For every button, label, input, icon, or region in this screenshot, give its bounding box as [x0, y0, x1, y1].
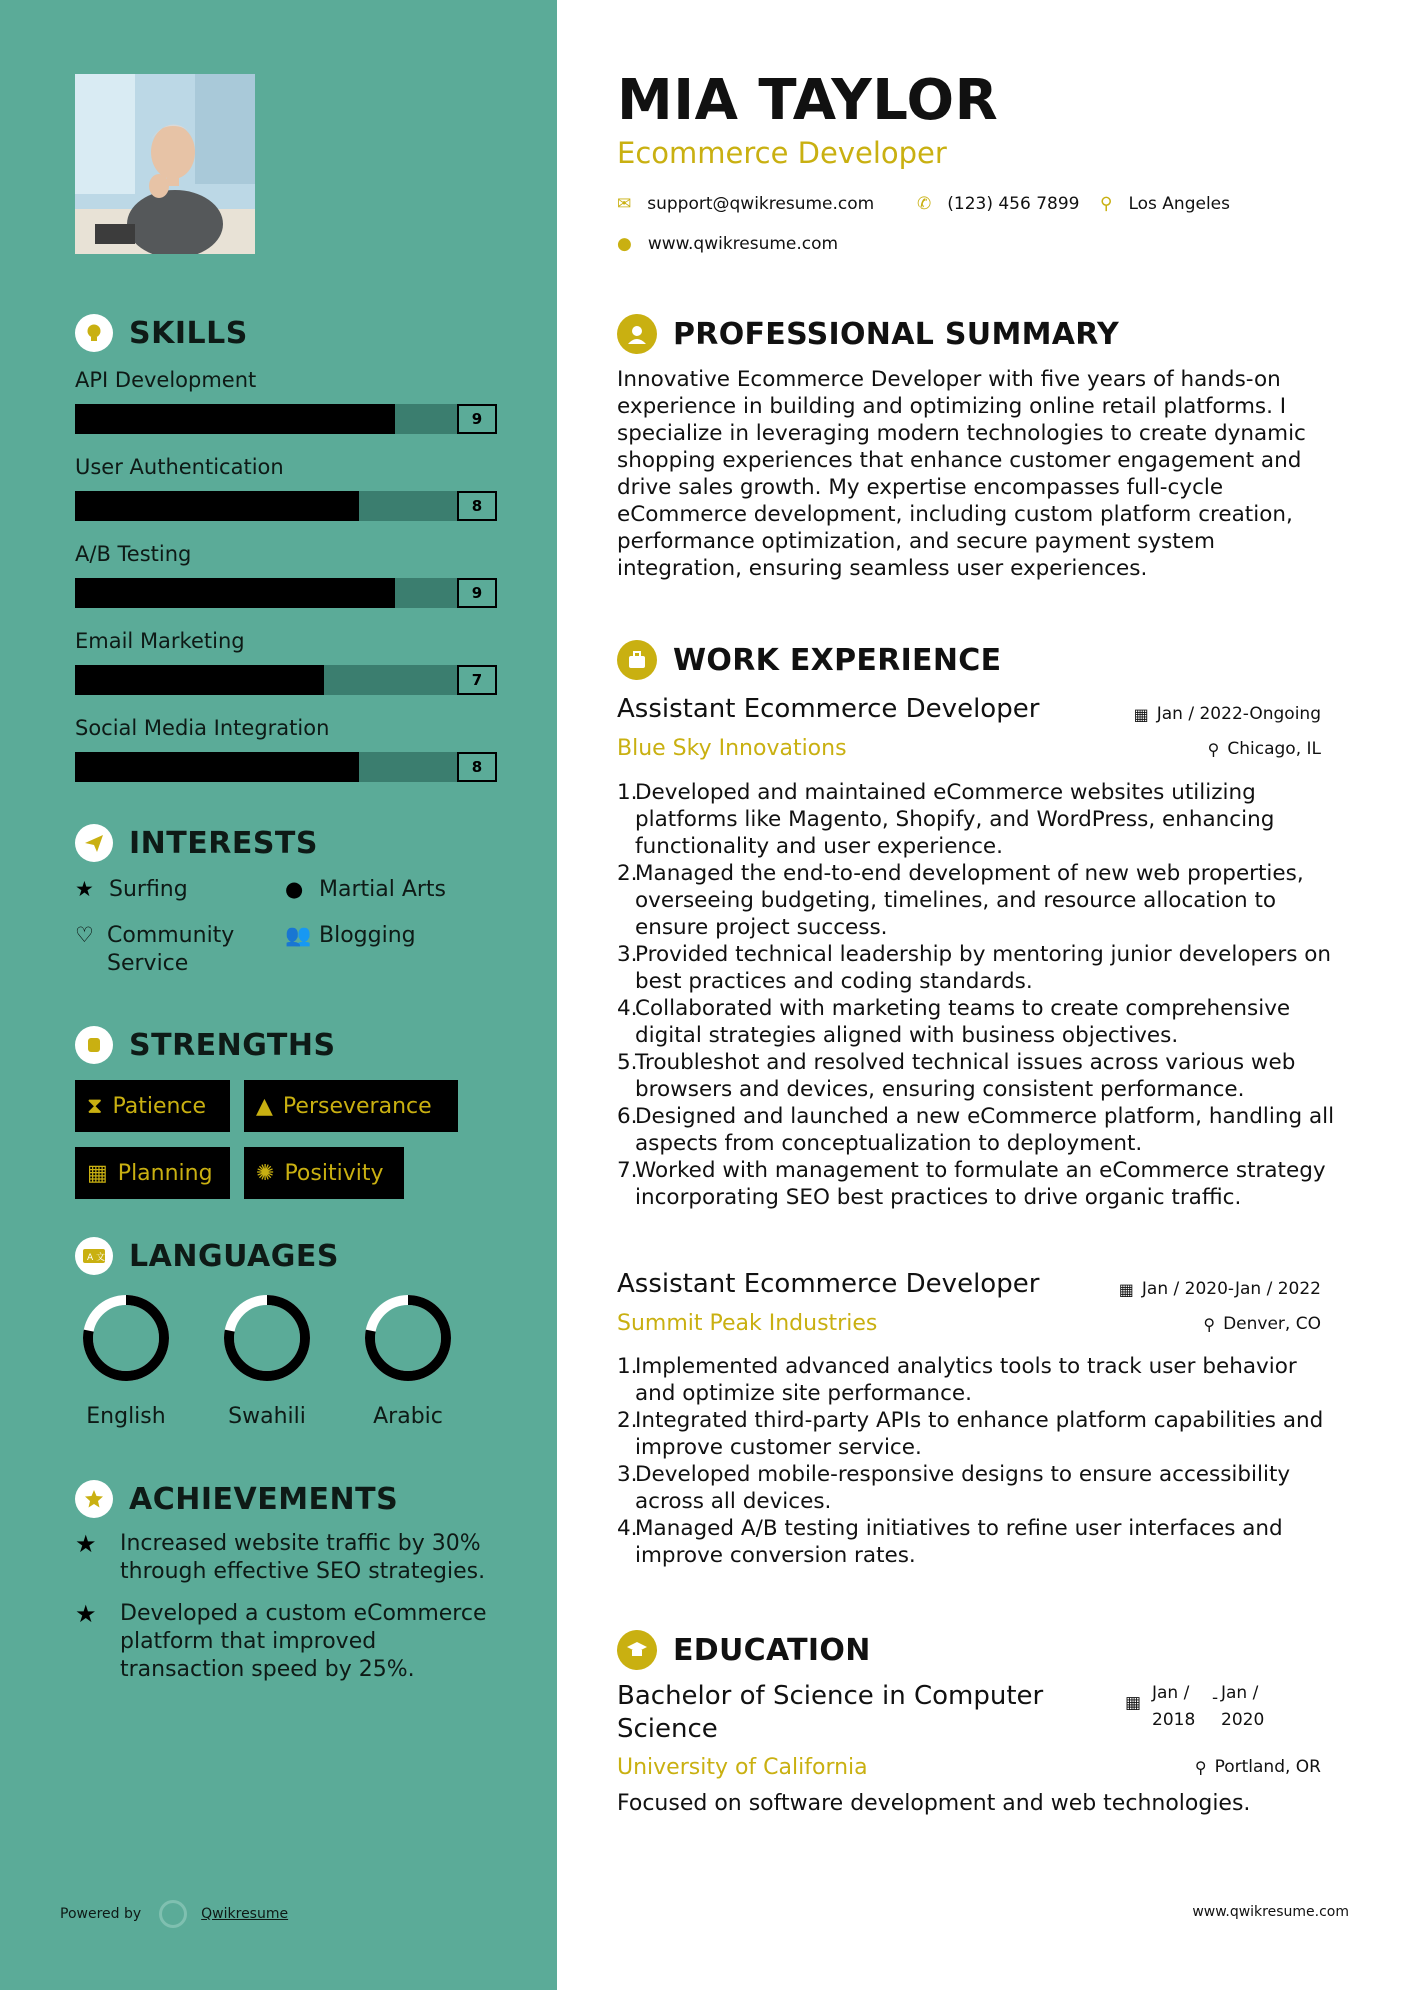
job-location: ⚲ Denver, CO	[1203, 1314, 1321, 1334]
bullet-number: 1.	[617, 780, 638, 805]
job-bullet-item	[617, 779, 1337, 860]
skill-level-fill	[75, 404, 395, 434]
education-school: University of California	[617, 1755, 868, 1780]
education-date-end: Jan / 2020	[1221, 1683, 1265, 1730]
bullet-text: Troubleshot and resolved technical issues across various web browsers and devices, ensuring consistent performance.	[635, 1050, 1296, 1102]
qwikresume-link[interactable]: Qwikresume	[201, 1906, 289, 1922]
education-degree: Bachelor of Science in Computer Science	[617, 1681, 1044, 1744]
envelope-icon: ✉	[617, 194, 632, 214]
skill-level-fill	[75, 491, 359, 521]
bullet-number: 5.	[617, 1050, 638, 1075]
strengths-title: STRENGTHS	[129, 1027, 336, 1063]
bullet-number: 3.	[617, 942, 638, 967]
job-bullet-item	[617, 941, 1337, 995]
job-bullet-item	[617, 1515, 1337, 1569]
bullet-number: 2.	[617, 861, 638, 886]
lightbulb-icon	[75, 314, 113, 352]
hourglass-icon: ⧗	[87, 1093, 103, 1119]
bullet-text: Managed A/B testing initiatives to refine user interfaces and improve conversion rates.	[635, 1516, 1283, 1568]
phone-icon: ✆	[917, 194, 932, 214]
bullet-number: 7.	[617, 1158, 638, 1183]
skill-level-number: 7	[457, 665, 497, 695]
strength-badge-patience: ⧗ Patience	[75, 1080, 230, 1132]
job-bullet-item	[617, 860, 1337, 941]
job-bullet-item	[617, 1157, 1337, 1211]
globe-icon: ●	[617, 234, 632, 254]
bullet-text: Developed and maintained eCommerce websites utilizing platforms like Magento, Shopify, and WordPress, enhancing functionality and user experience.	[635, 780, 1275, 859]
job-dates: ▦ Jan / 2020-Jan / 2022	[1118, 1279, 1321, 1299]
achievement-item: ★ Developed a custom eCommerce platform that improved transaction speed by 25%.	[75, 1600, 487, 1682]
job-location: ⚲ Chicago, IL	[1207, 739, 1321, 759]
job-title: Assistant Ecommerce Developer	[617, 694, 1040, 724]
calendar-icon: ▦	[1118, 1279, 1134, 1299]
candidate-name: MIA TAYLOR	[617, 68, 999, 133]
skill-level-number: 9	[457, 404, 497, 434]
experience-title: WORK EXPERIENCE	[673, 642, 1002, 678]
bullet-number: 3.	[617, 1462, 638, 1487]
skill-level-bar	[75, 665, 497, 695]
bullet-number: 2.	[617, 1408, 638, 1433]
hands-icon: ♡	[75, 923, 94, 947]
skill-name: User Authentication	[75, 455, 284, 479]
job-bullet-item	[617, 995, 1337, 1049]
contact-location: ⚲ Los Angeles	[1100, 194, 1230, 214]
pushpin-icon: ⚲	[1194, 1757, 1207, 1777]
contact-email[interactable]: ✉ support@qwikresume.com	[617, 194, 875, 214]
skill-level-number: 8	[457, 491, 497, 521]
candidate-role: Ecommerce Developer	[617, 136, 947, 170]
strength-badge-perseverance: ▲ Perseverance	[244, 1080, 458, 1132]
trophy-star-icon	[75, 1480, 113, 1518]
globe-icon: ●	[285, 877, 304, 901]
skill-level-bar	[75, 752, 497, 782]
languages-heading	[75, 1237, 339, 1275]
mountain-icon: ▲	[256, 1093, 273, 1119]
education-heading	[617, 1630, 871, 1670]
translate-icon	[75, 1237, 113, 1275]
fist-icon	[75, 1026, 113, 1064]
skill-level-fill	[75, 578, 395, 608]
interests-title: INTERESTS	[129, 825, 318, 861]
star-icon: ★	[75, 877, 94, 901]
profile-photo	[75, 74, 255, 254]
interest-item-community-service: ♡ Community Service	[75, 923, 235, 976]
language-ring	[221, 1292, 313, 1384]
bullet-text: Collaborated with marketing teams to create comprehensive digital strategies aligned with business objectives.	[635, 996, 1291, 1048]
language-name: Arabic	[373, 1404, 443, 1429]
experience-heading	[617, 640, 1001, 680]
graduate-icon	[617, 1630, 657, 1670]
skill-name: Email Marketing	[75, 629, 245, 653]
education-description: Focused on software development and web technologies.	[617, 1791, 1251, 1816]
paper-plane-icon	[75, 824, 113, 862]
language-ring	[362, 1292, 454, 1384]
powered-by: Powered by Qwikresume	[60, 1900, 288, 1928]
job-bullets	[617, 1353, 1337, 1569]
languages-title: LANGUAGES	[129, 1238, 339, 1274]
interest-item-martial-arts: ● Martial Arts	[285, 877, 447, 902]
interest-item-blogging: 👥 Blogging	[285, 923, 416, 948]
bullet-text: Developed mobile-responsive designs to ensure accessibility across all devices.	[635, 1462, 1291, 1514]
job-bullet-item	[617, 1353, 1337, 1407]
pushpin-icon: ⚲	[1207, 739, 1220, 759]
interests-heading	[75, 824, 318, 862]
job-company: Summit Peak Industries	[617, 1311, 878, 1336]
svg-text:文: 文	[96, 1253, 106, 1263]
achievements-heading	[75, 1480, 398, 1518]
education-date-start: Jan / 2018	[1152, 1683, 1196, 1730]
summary-title: PROFESSIONAL SUMMARY	[673, 316, 1120, 352]
education-date-separator: -	[1212, 1688, 1219, 1708]
strength-badge-planning: ▦ Planning	[75, 1147, 230, 1199]
skill-name: A/B Testing	[75, 542, 192, 566]
skill-level-fill	[75, 752, 359, 782]
skill-level-number: 9	[457, 578, 497, 608]
skill-level-bar	[75, 404, 497, 434]
sidebar	[0, 0, 557, 1990]
star-badge-icon: ★	[75, 1530, 97, 1558]
contact-phone[interactable]: ✆ (123) 456 7899	[917, 194, 1080, 214]
skill-level-fill	[75, 665, 324, 695]
education-title: EDUCATION	[673, 1632, 871, 1668]
achievement-item: ★ Increased website traffic by 30% through effective SEO strategies.	[75, 1530, 486, 1584]
bullet-number: 4.	[617, 1516, 638, 1541]
language-ring	[80, 1292, 172, 1384]
calendar-icon: ▦	[1125, 1693, 1142, 1713]
bullet-number: 4.	[617, 996, 638, 1021]
bullet-text: Worked with management to formulate an eCommerce strategy incorporating SEO best practices to drive organic traffic.	[635, 1158, 1326, 1210]
calendar-icon: ▦	[87, 1160, 108, 1186]
job-bullet-item	[617, 1461, 1337, 1515]
job-company: Blue Sky Innovations	[617, 736, 847, 761]
bullet-text: Designed and launched a new eCommerce platform, handling all aspects from conceptualization to deployment.	[635, 1104, 1335, 1156]
star-badge-icon: ★	[75, 1600, 97, 1628]
job-bullet-item	[617, 1049, 1337, 1103]
user-icon	[617, 314, 657, 354]
skills-heading	[75, 314, 248, 352]
skill-level-number: 8	[457, 752, 497, 782]
footer-url[interactable]: www.qwikresume.com	[1192, 1904, 1349, 1920]
summary-heading	[617, 314, 1119, 354]
sun-icon: ✺	[256, 1160, 275, 1186]
language-name: Swahili	[228, 1404, 306, 1429]
calendar-icon: ▦	[1133, 704, 1149, 724]
job-dates: ▦ Jan / 2022-Ongoing	[1133, 704, 1321, 724]
language-name: English	[86, 1404, 166, 1429]
bullet-text: Managed the end-to-end development of new web properties, overseeing budgeting, timelines, and resource allocation to ensure project success.	[635, 861, 1304, 940]
job-title: Assistant Ecommerce Developer	[617, 1269, 1040, 1299]
pushpin-icon: ⚲	[1203, 1314, 1216, 1334]
skill-name: API Development	[75, 368, 257, 392]
strength-badge-positivity: ✺ Positivity	[244, 1147, 404, 1199]
summary-text: Innovative Ecommerce Developer with five years of hands-on experience in building and optimizing online retail platforms. I specialize in leveraging modern technologies to create dynamic shopping experiences that enhance customer engagement and drive sales growth. My expertise encompasses full-cycle eCommerce development, including custom platform creation, performance optimization, and secure payment system integration, ensuring seamless user experiences.	[617, 367, 1306, 581]
briefcase-icon	[617, 640, 657, 680]
job-bullet-item	[617, 1407, 1337, 1461]
job-bullets	[617, 779, 1337, 1211]
bullet-text: Provided technical leadership by mentoring junior developers on best practices and coding standards.	[635, 942, 1332, 994]
svg-text:A: A	[87, 1253, 94, 1263]
interest-item-surfing: ★ Surfing	[75, 877, 188, 902]
bullet-text: Implemented advanced analytics tools to track user behavior and optimize site performance.	[635, 1354, 1297, 1406]
bullet-number: 1.	[617, 1354, 638, 1379]
users-icon: 👥	[285, 923, 312, 947]
qwikresume-logo-icon	[159, 1900, 187, 1928]
skill-name: Social Media Integration	[75, 716, 330, 740]
job-bullet-item	[617, 1103, 1337, 1157]
skill-level-bar	[75, 578, 497, 608]
bullet-text: Integrated third-party APIs to enhance platform capabilities and improve customer service.	[635, 1408, 1324, 1460]
strengths-heading	[75, 1026, 336, 1064]
skill-level-bar	[75, 491, 497, 521]
map-pin-icon: ⚲	[1100, 194, 1113, 214]
achievements-title: ACHIEVEMENTS	[129, 1481, 399, 1517]
skills-title: SKILLS	[129, 315, 248, 351]
education-location: ⚲ Portland, OR	[1194, 1757, 1321, 1777]
contact-website[interactable]: ● www.qwikresume.com	[617, 234, 839, 254]
bullet-number: 6.	[617, 1104, 638, 1129]
